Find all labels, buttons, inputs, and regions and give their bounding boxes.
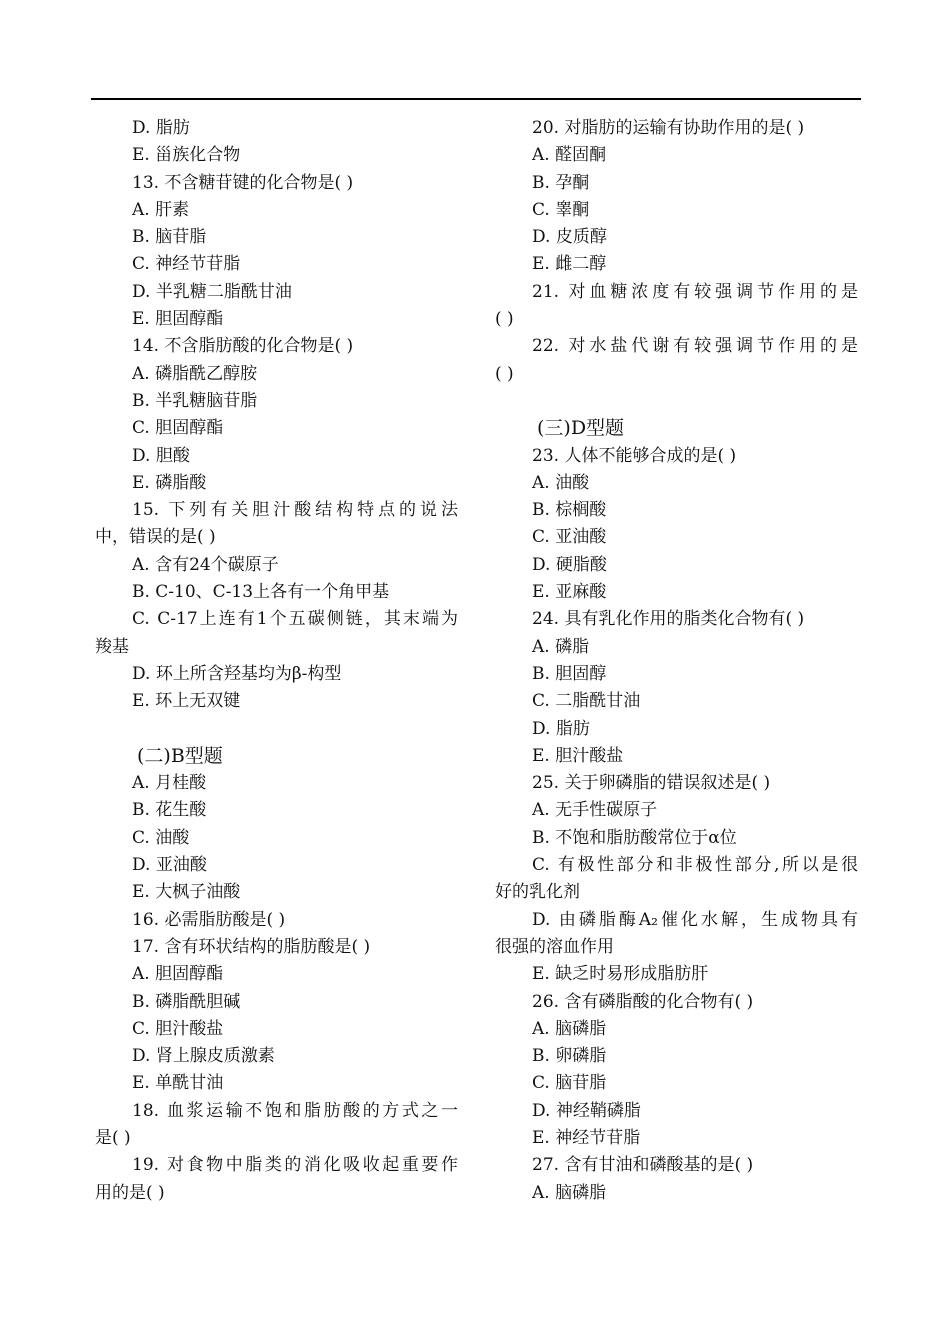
text-line: B. 半乳糖脑苷脂 (132, 390, 258, 411)
text-line: C. 亚油酸 (532, 527, 607, 548)
text-line: 17. 含有环状结构的脂肪酸是( ) (132, 936, 371, 957)
text-line: C. 二脂酰甘油 (532, 691, 641, 712)
text-line: A. 脑磷脂 (532, 1182, 607, 1203)
text-line: D. 环上所含羟基均为β-构型 (132, 663, 342, 684)
text-line: C. 胆汁酸盐 (132, 1018, 224, 1039)
text-line: A. 肝素 (132, 199, 190, 220)
text-line: A. 油酸 (532, 472, 590, 493)
text-line: E. 神经节苷脂 (532, 1127, 641, 1148)
text-line: C. 神经节苷脂 (132, 254, 241, 275)
text-line: E. 胆固醇酯 (132, 309, 224, 330)
text-line: E. 甾族化合物 (132, 145, 241, 166)
left-column (95, 115, 458, 1207)
text-line: B. 胆固醇 (532, 663, 607, 684)
text-line: B. 磷脂酰胆碱 (132, 991, 241, 1012)
text-line: B. 花生酸 (132, 800, 207, 821)
text-line: D. 半乳糖二脂酰甘油 (132, 281, 292, 302)
blank-line (95, 716, 458, 743)
blank-line (495, 388, 858, 415)
text-line: B. 棕榈酸 (532, 500, 607, 521)
text-line: C. 油酸 (132, 827, 190, 848)
text-line: A. 磷脂 (532, 636, 590, 657)
text-line: 26. 含有磷脂酸的化合物有( ) (532, 991, 754, 1012)
text-line: A. 含有24个碳原子 (132, 554, 279, 575)
text-line: B. C-10、C-13上各有一个角甲基 (132, 582, 390, 603)
text-line: 20. 对脂肪的运输有协助作用的是( ) (532, 118, 805, 138)
text-line: C. 睾酮 (532, 199, 590, 220)
text-line: B. 卵磷脂 (532, 1046, 607, 1067)
text-line: 24. 具有乳化作用的脂类化合物有( ) (532, 609, 805, 630)
right-column (495, 115, 858, 1207)
text-line: ( ) (495, 309, 514, 330)
text-line: 很强的溶血作用 (495, 936, 614, 957)
text-line: 羧基 (95, 636, 129, 657)
text-line: A. 脑磷脂 (532, 1018, 607, 1039)
section-heading: (二)B型题 (137, 744, 223, 767)
text-line: C. 脑苷脂 (532, 1073, 607, 1094)
text-line: 好的乳化剂 (495, 882, 580, 903)
text-line: 用的是( ) (95, 1182, 165, 1203)
text-line: 14. 不含脂肪酸的化合物是( ) (132, 336, 354, 357)
section-heading: (三)D型题 (537, 417, 625, 440)
text-line: E. 雌二醇 (532, 254, 607, 275)
text-line: 18. 血浆运输不饱和脂肪酸的方式之一 (132, 1100, 458, 1121)
text-line: B. 不饱和脂肪酸常位于α位 (532, 827, 737, 848)
text-line: ( ) (495, 363, 514, 384)
top-rule (91, 98, 861, 100)
text-line: D. 硬脂酸 (532, 554, 607, 575)
text-line: E. 环上无双键 (132, 691, 241, 712)
text-line: A. 胆固醇酯 (132, 964, 224, 985)
text-line: E. 单酰甘油 (132, 1073, 224, 1094)
text-line: D. 肾上腺皮质激素 (132, 1046, 275, 1067)
text-line: 21. 对血糖浓度有较强调节作用的是 (532, 281, 858, 302)
text-line: D. 脂肪 (532, 718, 590, 739)
text-line: D. 由磷脂酶A₂催化水解，生成物具有 (532, 909, 858, 930)
text-line: E. 缺乏时易形成脂肪肝 (532, 964, 709, 985)
text-line: D. 神经鞘磷脂 (532, 1100, 641, 1121)
text-line: C. 有极性部分和非极性部分,所以是很 (532, 855, 858, 876)
text-line: A. 醛固酮 (532, 145, 607, 166)
text-line: 23. 人体不能够合成的是( ) (532, 445, 737, 466)
text-line: 16. 必需脂肪酸是( ) (132, 909, 286, 930)
text-line: D. 皮质醇 (532, 227, 607, 248)
text-line: 27. 含有甘油和磷酸基的是( ) (532, 1155, 754, 1176)
text-line: E. 胆汁酸盐 (532, 745, 624, 766)
text-line: 22. 对水盐代谢有较强调节作用的是 (532, 336, 858, 357)
text-line: 15. 下列有关胆汁酸结构特点的说法 (132, 500, 458, 521)
text-line: D. 脂肪 (132, 118, 190, 138)
text-line: C. 胆固醇酯 (132, 418, 224, 439)
text-line: 中，错误的是( ) (95, 527, 216, 548)
text-line: E. 亚麻酸 (532, 582, 607, 603)
text-line: A. 磷脂酰乙醇胺 (132, 363, 258, 384)
text-line: 25. 关于卵磷脂的错误叙述是( ) (532, 773, 771, 794)
text-line: D. 亚油酸 (132, 855, 207, 876)
text-line: 19. 对食物中脂类的消化吸收起重要作 (132, 1155, 458, 1176)
text-line: B. 孕酮 (532, 172, 590, 193)
text-line: A. 无手性碳原子 (532, 800, 658, 821)
text-line: A. 月桂酸 (132, 773, 207, 794)
text-line: C. C-17上连有1个五碳侧链，其末端为 (132, 609, 458, 630)
text-line: D. 胆酸 (132, 445, 190, 466)
text-line: E. 大枫子油酸 (132, 882, 241, 903)
text-line: B. 脑苷脂 (132, 227, 207, 248)
text-line: 13. 不含糖苷键的化合物是( ) (132, 172, 354, 193)
text-line: 是( ) (95, 1127, 131, 1148)
text-line: E. 磷脂酸 (132, 472, 207, 493)
